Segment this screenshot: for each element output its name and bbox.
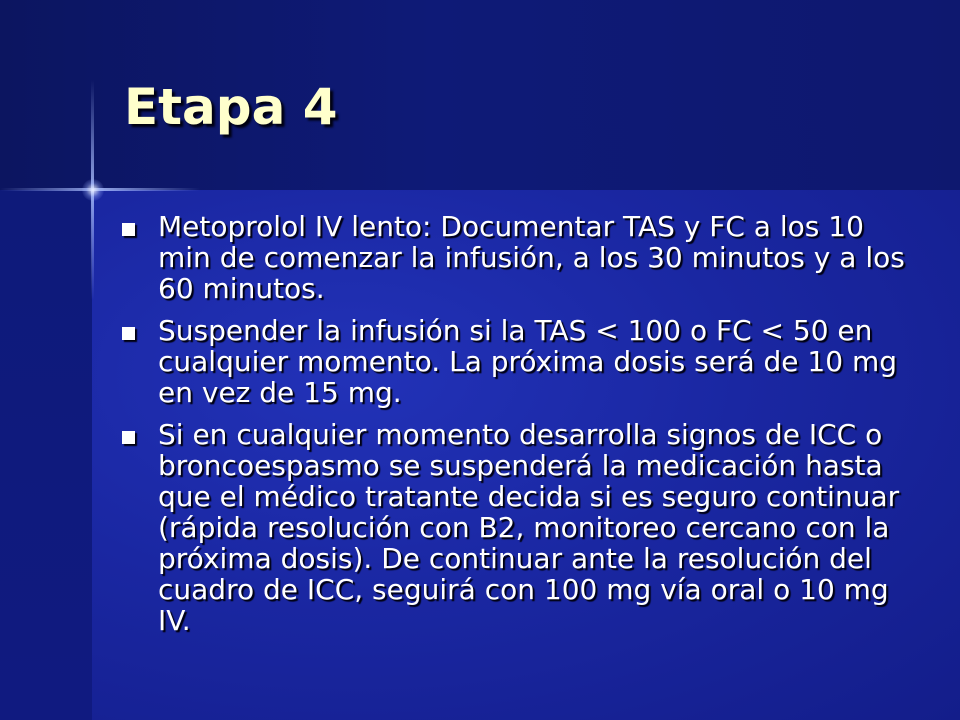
bullet-item bbox=[122, 211, 912, 304]
bullet-item bbox=[122, 315, 912, 408]
bullet-text: Si en cualquier momento desarrolla signos de ICC o broncoespasmo se suspenderá la medicación hasta que el médico tratante decida si es seguro continuar (rápida resolución con B2, monitoreo cercano con la próxima dosis). De continuar ante la resolución del cuadro de ICC, seguirá con 100 mg vía oral o 10 mg IV. bbox=[158, 418, 900, 637]
bullet-item bbox=[122, 419, 912, 636]
bullet-text: Suspender la infusión si la TAS < 100 o FC < 50 en cualquier momento. La próxima dosis será de 10 mg en vez de 15 mg. bbox=[158, 314, 897, 409]
left-band bbox=[0, 190, 92, 720]
bullet-text: Metoprolol IV lento: Documentar TAS y FC a los 10 min de comenzar la infusión, a los 30 minutos y a los 60 minutos. bbox=[158, 210, 905, 305]
bullet-list bbox=[122, 211, 912, 647]
square-bullet-icon bbox=[122, 431, 135, 444]
square-bullet-icon bbox=[122, 327, 135, 340]
square-bullet-icon bbox=[122, 223, 135, 236]
lens-flare-icon bbox=[82, 179, 104, 201]
slide-title: Etapa 4 bbox=[124, 78, 338, 136]
